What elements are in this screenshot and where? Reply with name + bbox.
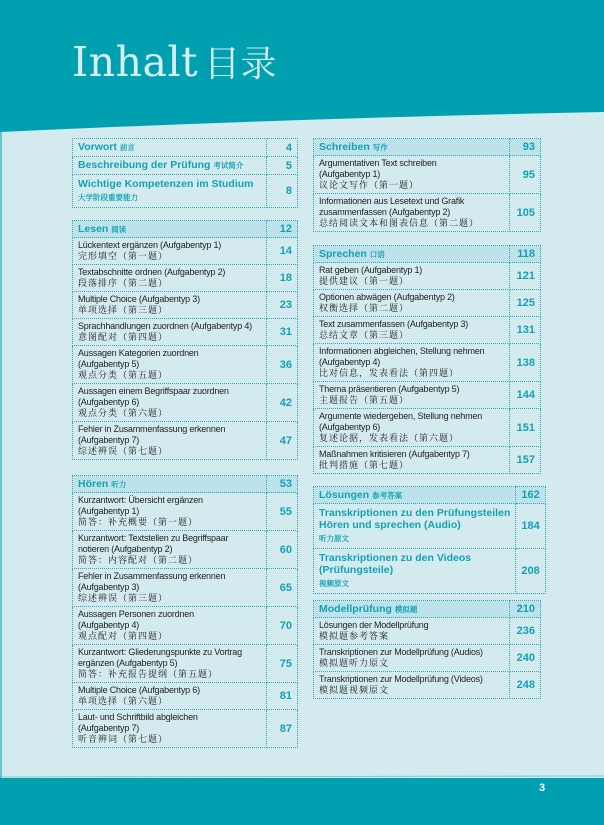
entry-title: Kurzantwort: Gliederungspunkte zu Vortrag xyxy=(78,647,242,657)
entry-chinese: 模拟题参考答案 xyxy=(319,631,390,641)
entry-title: Fehler in Zusammenfassung erkennen xyxy=(78,571,226,581)
page-ref: 93 xyxy=(522,141,535,153)
entry-title: Beschreibung der Prüfung xyxy=(78,159,211,171)
page-ref: 60 xyxy=(279,543,292,556)
entry-chinese: 批判措施（第七题） xyxy=(319,460,410,470)
entry-chinese: 议论文写作（第一题） xyxy=(319,180,420,190)
toc-section xyxy=(72,138,298,208)
entry-chinese: 前言 xyxy=(119,143,135,152)
page-ref: 4 xyxy=(285,141,292,154)
toc-section xyxy=(313,245,541,474)
section-title: Hören xyxy=(78,478,109,490)
entry-chinese: 简答：内容配对（第二题） xyxy=(78,555,199,565)
entry-title: (Aufgabentyp 3) xyxy=(78,582,140,592)
entry-chinese: 综述辨误（第七题） xyxy=(78,446,169,456)
entry-chinese: 提供建议（第一题） xyxy=(319,276,410,286)
entry-title: Optionen abwägen (Aufgabentyp 2) xyxy=(319,292,455,302)
page-ref: 8 xyxy=(285,185,292,197)
page-ref: 184 xyxy=(521,520,540,532)
page-number: 3 xyxy=(539,782,546,794)
footer-band xyxy=(0,778,604,825)
entry-chinese: 比对信息，发表看法（第四题） xyxy=(319,368,460,378)
entry-title: (Aufgabentyp 6) xyxy=(78,397,140,407)
toc-section xyxy=(313,486,541,594)
entry-title: Multiple Choice (Aufgabentyp 6) xyxy=(78,685,200,695)
entry-title: (Aufgabentyp 1) xyxy=(78,506,140,516)
page-ref: 105 xyxy=(516,206,535,219)
toc-entry[interactable] xyxy=(314,672,541,699)
entry-chinese: 模拟题听力原文 xyxy=(319,658,390,668)
page-ref: 14 xyxy=(279,245,292,257)
section-header[interactable] xyxy=(314,246,541,263)
toc-entry[interactable] xyxy=(73,292,298,319)
toc-entry[interactable] xyxy=(314,618,541,645)
title-german: Inhalt xyxy=(72,38,199,86)
toc-entry[interactable] xyxy=(314,344,541,382)
entry-title: Textabschnitte ordnen (Aufgabentyp 2) xyxy=(78,267,226,277)
toc-entry[interactable] xyxy=(73,569,298,607)
page-ref: 144 xyxy=(516,389,535,401)
toc-entry[interactable] xyxy=(314,549,546,594)
entry-chinese: 权衡选择（第二题） xyxy=(319,303,410,313)
toc-section xyxy=(313,138,541,232)
entry-chinese: 完形填空（第一题） xyxy=(78,251,169,261)
entry-title: Kurzantwort: Übersicht ergänzen xyxy=(78,495,203,505)
section-title-chinese: 口语 xyxy=(369,250,385,259)
toc-entry[interactable] xyxy=(73,346,298,384)
toc-entry[interactable] xyxy=(73,139,298,157)
entry-chinese: 观点分类（第五题） xyxy=(78,370,169,380)
section-header[interactable] xyxy=(314,139,541,156)
page-ref: 138 xyxy=(516,356,535,369)
entry-chinese: 听力原文 xyxy=(319,534,349,543)
entry-chinese: 大学阶段重要能力 xyxy=(78,193,138,202)
toc-entry[interactable] xyxy=(73,422,298,460)
entry-title: Thema präsentieren (Aufgabentyp 5) xyxy=(319,384,460,394)
entry-title: Informationen abgleichen, Stellung nehmen xyxy=(319,346,485,356)
section-title: Schreiben xyxy=(319,141,370,153)
page-ref: 70 xyxy=(279,619,292,632)
entry-chinese: 意图配对（第四题） xyxy=(78,332,169,342)
entry-chinese: 单项选择（第六题） xyxy=(78,696,169,706)
entry-chinese: 观点配对（第四题） xyxy=(78,631,169,641)
toc-entry[interactable] xyxy=(314,504,546,549)
toc-entry[interactable] xyxy=(73,531,298,569)
page-ref: 75 xyxy=(279,657,292,670)
entry-chinese: 观点分类（第六题） xyxy=(78,408,169,418)
entry-title: Text zusammenfassen (Aufgabentyp 3) xyxy=(319,319,469,329)
toc-entry[interactable] xyxy=(73,265,298,292)
entry-title: Transkriptionen zur Modellprüfung (Videos) xyxy=(319,674,483,684)
entry-title: (Aufgabentyp 4) xyxy=(319,357,381,367)
section-header[interactable] xyxy=(73,221,298,238)
page-ref: 81 xyxy=(279,690,292,702)
entry-title: Fehler in Zusammenfassung erkennen xyxy=(78,424,226,434)
page-ref: 55 xyxy=(279,505,292,518)
entry-title: ergänzen (Aufgabentyp 5) xyxy=(78,658,178,668)
section-title: Modellprüfung xyxy=(319,603,392,615)
entry-chinese: 总结阅读文本和图表信息（第二题） xyxy=(319,218,480,228)
page-ref: 47 xyxy=(279,434,292,447)
page-ref: 31 xyxy=(279,326,292,338)
section-title-chinese: 阅读 xyxy=(111,225,127,234)
page-ref: 208 xyxy=(521,565,540,577)
entry-chinese: 简答：补充报告提纲（第五题） xyxy=(78,669,219,679)
page-ref: 131 xyxy=(516,324,535,336)
toc-entry[interactable] xyxy=(314,290,541,317)
entry-title: Aussagen einem Begriffspaar zuordnen xyxy=(78,386,229,396)
section-title: Lesen xyxy=(78,223,109,235)
page-ref: 248 xyxy=(516,679,535,691)
entry-title: (Aufgabentyp 4) xyxy=(78,620,140,630)
entry-chinese: 主题报告（第五题） xyxy=(319,395,410,405)
entry-chinese: 视频原文 xyxy=(319,579,349,588)
page-ref: 151 xyxy=(516,421,535,434)
entry-chinese: 考试简介 xyxy=(213,161,244,170)
toc-entry[interactable] xyxy=(73,319,298,346)
entry-title: Informationen aus Lesetext und Grafik xyxy=(319,196,465,206)
toc-entry[interactable] xyxy=(73,683,298,710)
entry-title: Sprachhandlungen zuordnen (Aufgabentyp 4) xyxy=(78,321,252,331)
page-ref: 23 xyxy=(279,299,292,311)
entry-title: Lösungen der Modellprüfung xyxy=(319,620,429,630)
page-ref: 240 xyxy=(516,652,535,664)
entry-title: Lückentext ergänzen (Aufgabentyp 1) xyxy=(78,240,222,250)
entry-chinese: 听音辨词（第七题） xyxy=(78,734,169,744)
page-ref: 42 xyxy=(279,396,292,409)
entry-title: zusammenfassen (Aufgabentyp 2) xyxy=(319,207,451,217)
entry-chinese: 总结文章（第三题） xyxy=(319,330,410,340)
entry-title: Transkriptionen zur Modellprüfung (Audios) xyxy=(319,647,483,657)
entry-title: Argumentativen Text schreiben xyxy=(319,158,437,168)
entry-title: (Aufgabentyp 7) xyxy=(78,723,140,733)
page-ref: 118 xyxy=(517,248,535,260)
section-title-chinese: 参考答案 xyxy=(372,491,403,500)
page-ref: 5 xyxy=(285,159,292,172)
entry-title: Transkriptionen zu den Videos xyxy=(319,552,472,564)
title-chinese: 目录 xyxy=(204,44,278,85)
toc-entry[interactable] xyxy=(73,384,298,422)
toc-entry[interactable] xyxy=(73,710,298,748)
toc-entry[interactable] xyxy=(73,157,298,175)
toc-entry[interactable] xyxy=(314,156,541,194)
entry-chinese: 单项选择（第三题） xyxy=(78,305,169,315)
page-ref: 125 xyxy=(516,297,535,309)
entry-title: Maßnahmen kritisieren (Aufgabentyp 7) xyxy=(319,449,470,459)
page-ref: 53 xyxy=(279,478,292,490)
page-title xyxy=(72,36,277,87)
page-ref: 87 xyxy=(279,722,292,735)
page-ref: 121 xyxy=(516,270,535,282)
toc-entry[interactable] xyxy=(314,263,541,290)
section-title: Sprechen xyxy=(319,248,367,260)
entry-chinese: 复述论据，发表看法（第六题） xyxy=(319,433,460,443)
entry-title: (Prüfungsteile) xyxy=(319,564,394,576)
section-title: Lösungen xyxy=(319,489,370,501)
entry-chinese: 模拟题视频原文 xyxy=(319,685,390,695)
entry-title: Vorwort xyxy=(78,141,117,153)
toc-entry[interactable] xyxy=(314,645,541,672)
section-title-chinese: 听力 xyxy=(111,480,127,489)
toc-entry[interactable] xyxy=(314,447,541,474)
toc-entry[interactable] xyxy=(73,238,298,265)
toc-entry[interactable] xyxy=(314,382,541,409)
section-title-chinese: 写作 xyxy=(372,143,388,152)
entry-title: (Aufgabentyp 6) xyxy=(319,422,381,432)
section-title-chinese: 模拟题 xyxy=(394,605,418,614)
toc-entry[interactable] xyxy=(314,317,541,344)
entry-title: (Aufgabentyp 5) xyxy=(78,359,140,369)
toc-entry[interactable] xyxy=(314,409,541,447)
toc-section xyxy=(72,475,298,748)
entry-chinese: 综述辨误（第三题） xyxy=(78,593,169,603)
entry-title: Hören und sprechen (Audio) xyxy=(319,519,461,531)
page-ref: 65 xyxy=(279,581,292,594)
page-ref: 162 xyxy=(521,489,540,501)
entry-title: Laut- und Schriftbild abgleichen xyxy=(78,712,198,722)
page-ref: 95 xyxy=(522,168,535,181)
toc-section xyxy=(313,600,541,699)
section-header[interactable] xyxy=(314,601,541,618)
entry-title: Multiple Choice (Aufgabentyp 3) xyxy=(78,294,200,304)
entry-chinese: 简答：补充概要（第一题） xyxy=(78,517,199,527)
toc-entry[interactable] xyxy=(73,645,298,683)
page-ref: 236 xyxy=(516,625,535,637)
entry-title: Rat geben (Aufgabentyp 1) xyxy=(319,265,423,275)
entry-title: notieren (Aufgabentyp 2) xyxy=(78,544,173,554)
entry-title: (Aufgabentyp 1) xyxy=(319,169,381,179)
section-header[interactable] xyxy=(73,476,298,493)
entry-title: Aussagen Kategorien zuordnen xyxy=(78,348,199,358)
page-ref: 12 xyxy=(279,223,292,235)
toc-entry[interactable] xyxy=(73,607,298,645)
entry-title: (Aufgabentyp 7) xyxy=(78,435,140,445)
section-header[interactable] xyxy=(314,487,546,504)
toc-section xyxy=(72,220,298,460)
entry-title: Transkriptionen zu den Prüfungsteilen xyxy=(319,507,511,519)
page-ref: 18 xyxy=(279,272,292,284)
page-ref: 210 xyxy=(516,603,535,615)
page-ref: 36 xyxy=(279,358,292,371)
toc-entry[interactable] xyxy=(314,194,541,232)
entry-chinese: 段落排序（第二题） xyxy=(78,278,169,288)
entry-title: Argumente wiedergeben, Stellung nehmen xyxy=(319,411,483,421)
toc-entry[interactable] xyxy=(73,175,298,208)
entry-title: Kurzantwort: Textstellen zu Begriffspaar xyxy=(78,533,229,543)
entry-title: Wichtige Kompetenzen im Studium xyxy=(78,178,254,190)
page-ref: 157 xyxy=(516,454,535,466)
toc-entry[interactable] xyxy=(73,493,298,531)
entry-title: Aussagen Personen zuordnen xyxy=(78,609,194,619)
